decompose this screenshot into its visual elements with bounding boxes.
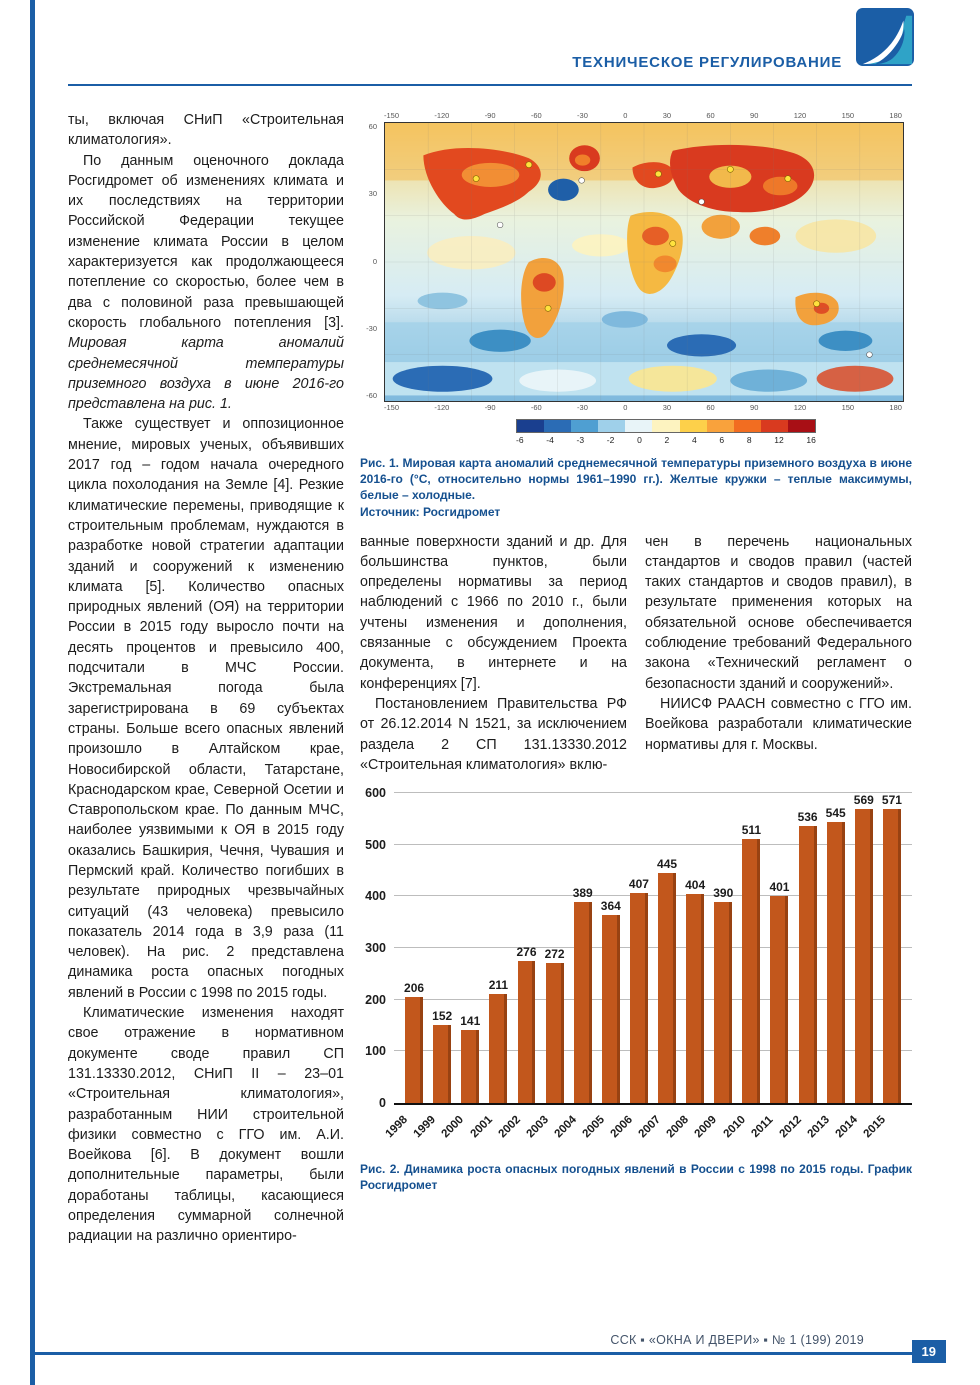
- tick-label: -120: [434, 403, 450, 412]
- bar-value-label: 511: [741, 823, 762, 838]
- y-tick-label: 600: [365, 786, 386, 801]
- tick-label: 90: [750, 111, 759, 120]
- bar: [686, 894, 704, 1103]
- bar: [742, 839, 760, 1103]
- tick-label: -120: [434, 111, 450, 120]
- page-header: [68, 54, 912, 86]
- colorbar-tick-label: -3: [576, 435, 585, 445]
- bar-column: [541, 793, 569, 1103]
- bar-value-label: 569: [853, 793, 874, 808]
- x-tick-label: 2012: [777, 1113, 804, 1141]
- tick-label: -60: [530, 403, 542, 412]
- x-tick-label: 2011: [749, 1114, 776, 1141]
- text-columns: [360, 532, 912, 776]
- bar-column: [878, 793, 906, 1103]
- tick-label: 180: [889, 111, 902, 120]
- bar-value-label: 206: [404, 980, 425, 995]
- bar-value-label: 389: [572, 886, 593, 901]
- bar: [658, 873, 676, 1103]
- bar-column: [681, 793, 709, 1103]
- bar-value-label: 536: [797, 810, 818, 825]
- bar: [574, 902, 592, 1103]
- bar-value-label: 571: [881, 793, 902, 808]
- bar-column: [653, 793, 681, 1103]
- colorbar-tick-label: -4: [546, 435, 554, 445]
- bar-value-label: 404: [685, 878, 706, 893]
- tick-label: 60: [706, 111, 715, 120]
- chart-y-axis: [360, 786, 394, 1111]
- tick-label: 150: [841, 111, 855, 120]
- colorbar-segment: [734, 420, 761, 432]
- x-tick-label: 2015: [861, 1113, 889, 1141]
- x-tick-label: 2013: [805, 1113, 832, 1141]
- publisher-logo-icon: [856, 8, 914, 66]
- page-body: [68, 110, 912, 1247]
- tick-label: -90: [484, 403, 496, 412]
- right-area: [360, 110, 912, 1247]
- x-tick-label: 1999: [411, 1113, 439, 1141]
- x-tick-label: 2002: [496, 1113, 523, 1141]
- bar-value-label: 401: [769, 879, 790, 894]
- bar: [770, 896, 788, 1103]
- paragraph: Климатические изменения находят свое отражение в нормативном документе своде правил СП 131.13330.2012, СНиП II – 23–01 «Строительная климатология», разработанным НИИ строительной физики совместно с ГГО им. А.И. Воейкова [6]. В документ вошли дополнительные параметры, были доработаны таблицы, касающиеся определения суммарной солнечной радиации на различно ориентиро-: [68, 1005, 344, 1245]
- x-tick-label: 2010: [721, 1113, 748, 1141]
- section-title: ТЕХНИЧЕСКОЕ РЕГУЛИРОВАНИЕ: [572, 54, 842, 71]
- colorbar-segment: [761, 420, 788, 432]
- colorbar-tick-label: 0: [637, 435, 642, 445]
- y-tick-label: 200: [365, 992, 386, 1007]
- tick-label: 180: [889, 403, 902, 412]
- bar-column: [850, 793, 878, 1103]
- x-tick-label: 2009: [692, 1113, 720, 1141]
- tick-label: -30: [577, 111, 588, 120]
- tick-label: -90: [484, 111, 496, 120]
- tick-label: 120: [793, 403, 807, 412]
- tick-label: -150: [384, 403, 400, 412]
- paragraph: ванные поверхности зданий и др. Для большинства пунктов, были определены нормативы за период наблюдений с 1966 по 2010 г., были учтены изменения и дополнения, связанные с обсуждением Проекта документа, в интернете и на конференциях [7].: [360, 533, 627, 692]
- colorbar-tick-label: -2: [606, 435, 615, 445]
- map-longitude-ticks-bottom: [384, 403, 902, 412]
- colorbar-segment: [598, 420, 625, 432]
- paragraph: ты, включая СНиП «Строительная климатология».: [68, 112, 344, 149]
- bar: [405, 997, 423, 1103]
- map-longitude-ticks-top: [384, 111, 902, 120]
- figure-2-caption: Рис. 2. Динамика роста опасных погодных явлений в России с 1998 по 2015 годы. График Росгидромет: [360, 1162, 912, 1193]
- tick-label: 60: [706, 403, 715, 412]
- x-tick-label: 1998: [383, 1113, 411, 1141]
- bar: [714, 902, 732, 1104]
- bar-value-label: 407: [628, 876, 649, 891]
- x-tick: [861, 1105, 906, 1151]
- paragraph: НИИСФ РААСН совместно с ГГО им. Воейкова разработали климатические нормативы для г. Москвы.: [645, 695, 912, 753]
- x-tick-label: 2006: [608, 1113, 636, 1141]
- y-tick-label: 100: [365, 1044, 386, 1059]
- bar-column: [484, 793, 512, 1103]
- colorbar-tick-label: 4: [691, 435, 697, 445]
- colorbar-segment: [517, 420, 544, 432]
- paragraph: Также существует и оппозиционное мнение, мировых ученых, объявивших 2017 год – годом начала очередного цикла похолодания на Земле [4]. Резкие климатические перемены, приводящие к строительным проблемам, нуждаются в разработке новой стратегии адаптации зданий и сооружений к изменению климата [5]. Количество опасных природных явлений (ОЯ) на территории России в 2015 году выросло почти на десять процентов и превысило 400, подсчитали в МЧС России. Экстремальная погода была зарегистрирована в 69 субъектах страны. Больше всего опасных явлений произошло в Алтайском крае, Новосибирской области, Татарстане, Краснодарском крае, Северной Осетии и Ставропольском крае. По данным МЧС, наиболее уязвимыми к ОЯ в 2015 году оказались Башкирия, Чечня, Чувашия и Пермский край. Количество погибших в результате природных чрезвычайных ситуаций (43 человека) превысило показатель 2014 года в 3,9 раза (11 человек). На рис. 2 представлена динамика роста опасных погодных явлений в России с 1998 по 2015 годы.: [68, 416, 344, 1001]
- x-tick-label: 2004: [552, 1113, 579, 1141]
- y-tick-label: 300: [365, 941, 386, 956]
- map-latitude-ticks: [360, 122, 380, 400]
- colorbar-segment: [707, 420, 734, 432]
- tick-label: -30: [577, 403, 588, 412]
- colorbar-tick-label: -6: [516, 435, 524, 445]
- tick-label: 0: [372, 256, 377, 266]
- column-middle: [360, 532, 627, 776]
- bar-value-label: 545: [825, 805, 846, 820]
- x-tick-label: 2014: [833, 1113, 861, 1141]
- bar: [489, 994, 507, 1103]
- bar-column: [625, 793, 653, 1103]
- chart-inner: [360, 786, 912, 1111]
- bar-column: [400, 793, 428, 1103]
- colorbar-tick-label: 16: [806, 435, 816, 445]
- x-tick-label: 2005: [580, 1113, 608, 1141]
- x-tick-label: 2007: [636, 1113, 664, 1141]
- world-temperature-anomaly-map: [384, 122, 904, 402]
- colorbar-tick-label: 6: [719, 435, 725, 445]
- bar-value-label: 445: [657, 857, 678, 872]
- colorbar-wrap: [516, 419, 816, 445]
- bar: [461, 1030, 479, 1103]
- bar: [518, 961, 536, 1104]
- y-tick-label: 400: [365, 889, 386, 904]
- bar-value-label: 276: [516, 944, 537, 959]
- tick-label: -60: [366, 391, 377, 400]
- colorbar-segment: [788, 420, 815, 432]
- bar-value-label: 211: [488, 978, 509, 993]
- bottom-rule: [30, 1352, 946, 1355]
- x-tick-label: 2000: [439, 1113, 467, 1141]
- bar-value-label: 390: [713, 885, 734, 900]
- colorbar-labels: [516, 435, 816, 445]
- colorbar-segment: [625, 420, 652, 432]
- tick-label: 30: [368, 189, 377, 199]
- colorbar-segment: [571, 420, 598, 432]
- bar: [546, 963, 564, 1104]
- bar: [883, 809, 901, 1103]
- chart-plot: [394, 793, 912, 1105]
- tick-label: -60: [530, 111, 542, 120]
- bar-column: [822, 793, 850, 1103]
- colorbar: [516, 419, 816, 433]
- page-number-badge: 19: [912, 1340, 946, 1363]
- paragraph: чен в перечень национальных стандартов и сводов правил (частей таких стандартов и сводов правил), в результате применения которых на обязательной основе обеспечивается соблюдение требований Федерального закона «Технический регламент о безопасности зданий и сооружений».: [645, 533, 912, 692]
- figure-1-source: Источник: Росгидромет: [360, 504, 501, 519]
- x-tick-label: 2008: [664, 1113, 692, 1141]
- figure-2-bar-chart: [360, 786, 912, 1151]
- colorbar-segment: [652, 420, 679, 432]
- tick-label: 30: [662, 111, 672, 120]
- tick-label: 0: [623, 403, 628, 412]
- y-tick-label: 0: [379, 1096, 386, 1111]
- tick-label: 0: [623, 111, 628, 120]
- colorbar-segment: [680, 420, 707, 432]
- chart-x-labels: [383, 1105, 912, 1151]
- colorbar-tick-label: 2: [664, 435, 670, 445]
- tick-label: 150: [841, 403, 855, 412]
- left-accent-stripe: [30, 0, 35, 1385]
- figure-1-caption: Рис. 1. Мировая карта аномалий среднемесячной температуры приземного воздуха в июне 2016-го (°C, относительно нормы 1961–1990 гг.). Желтые кружки – теплые максимумы, белые – холодные.: [360, 456, 912, 503]
- bar-value-label: 364: [600, 899, 621, 914]
- x-tick-label: 2003: [524, 1113, 551, 1141]
- tick-label: 120: [793, 111, 807, 120]
- bar: [602, 915, 620, 1103]
- tick-label: -150: [384, 111, 400, 120]
- column-left: [68, 110, 344, 1247]
- bar-column: [456, 793, 484, 1103]
- bar-column: [428, 793, 456, 1103]
- tick-label: 90: [750, 403, 759, 412]
- bar: [630, 893, 648, 1103]
- tick-label: 60: [368, 122, 377, 131]
- colorbar-tick-label: 8: [746, 435, 752, 445]
- column-right: [645, 532, 912, 776]
- paragraph: По данным оценочного доклада Росгидромет об изменениях климата и их последствиях на территории Российской Федерации текущее изменение климата России в целом характеризуется как продолжающееся потепление со скоростью, более чем в два с половиной раза превышающей скорость глобального потепления [3]. Мировая карта аномалий среднемесячной температуры приземного воздуха в июне 2016-го представлена на рис. 1.: [68, 152, 344, 413]
- paragraph: Постановлением Правительства РФ от 26.12.2014 N 1521, за исключением раздела 2 СП 131.13330.2012 «Строительная климатология» вклю-: [360, 695, 627, 773]
- bar-column: [709, 793, 737, 1103]
- bar-column: [794, 793, 822, 1103]
- colorbar-segment: [544, 420, 571, 432]
- bar: [827, 822, 845, 1104]
- footer-text: ССК ▪ «ОКНА И ДВЕРИ» ▪ № 1 (199) 2019: [610, 1333, 864, 1347]
- bar-column: [597, 793, 625, 1103]
- bar: [799, 826, 817, 1103]
- colorbar-tick-label: 12: [774, 435, 784, 445]
- bar-column: [569, 793, 597, 1103]
- bar-column: [737, 793, 765, 1103]
- bar-value-label: 141: [460, 1014, 481, 1029]
- bar-value-label: 272: [544, 946, 565, 961]
- bar-value-label: 152: [432, 1008, 453, 1023]
- x-tick-label: 2001: [468, 1113, 495, 1141]
- y-tick-label: 500: [365, 837, 386, 852]
- bar-column: [512, 793, 540, 1103]
- tick-label: -30: [366, 323, 377, 333]
- bar-column: [765, 793, 793, 1103]
- bar: [855, 809, 873, 1103]
- bar: [433, 1025, 451, 1104]
- tick-label: 30: [662, 403, 672, 412]
- figure-1-map: [360, 110, 912, 445]
